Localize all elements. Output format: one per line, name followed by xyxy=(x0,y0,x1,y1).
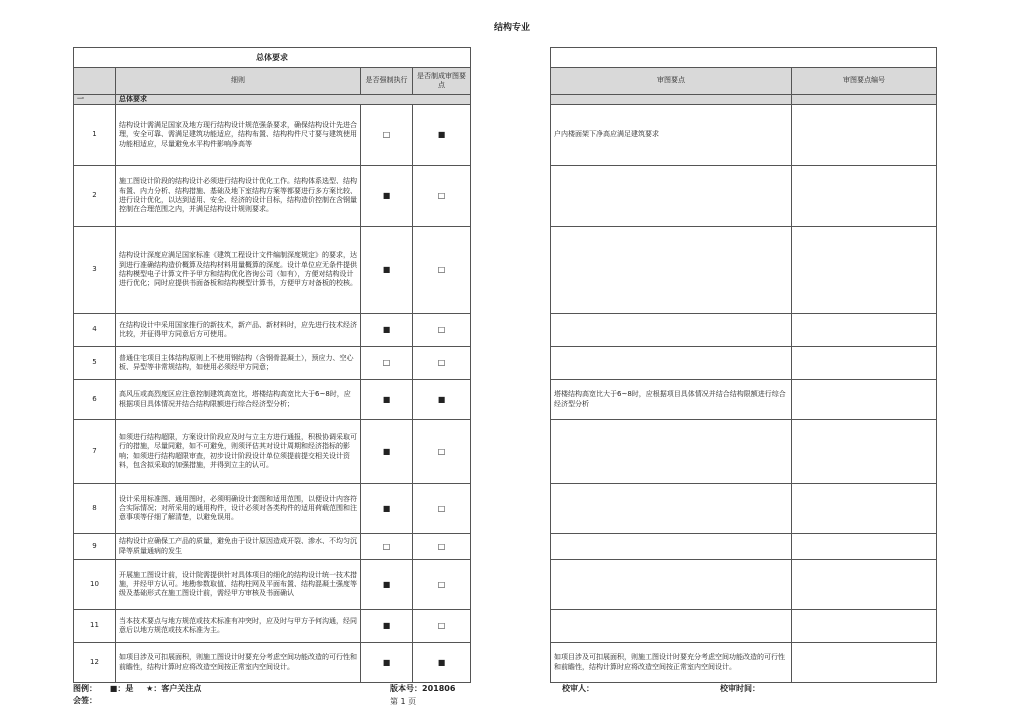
version-label: 版本号：201806 xyxy=(390,684,456,693)
table-row xyxy=(74,534,471,560)
review-point-code xyxy=(792,560,937,610)
review-point-code xyxy=(792,610,937,643)
row-number: 6 xyxy=(74,380,116,420)
row-detail: 结构设计应确保工产品的质量，避免由于设计原因造成开裂、渗水、不均匀沉降等质量通病的发生 xyxy=(116,534,361,560)
mandatory-mark: ■ xyxy=(361,166,413,227)
review-mark: □ xyxy=(413,560,471,610)
review-mark: ■ xyxy=(413,105,471,166)
table-row xyxy=(74,484,471,534)
right-band xyxy=(551,48,937,68)
review-point-code xyxy=(792,314,937,347)
table-row xyxy=(74,347,471,380)
review-mark: ■ xyxy=(413,643,471,683)
mandatory-mark: ■ xyxy=(361,227,413,314)
mandatory-mark: ■ xyxy=(361,420,413,484)
review-point-code xyxy=(792,105,937,166)
review-point-text xyxy=(551,420,792,484)
review-point-text xyxy=(551,227,792,314)
header-review-point: 是否制成审图要点 xyxy=(413,68,471,95)
mandatory-mark: ■ xyxy=(361,643,413,683)
row-number: 7 xyxy=(74,420,116,484)
mandatory-mark: ■ xyxy=(361,610,413,643)
header-index xyxy=(74,68,116,95)
review-point-code xyxy=(792,227,937,314)
row-number: 3 xyxy=(74,227,116,314)
review-mark: □ xyxy=(413,166,471,227)
table-row xyxy=(551,105,937,166)
review-point-text xyxy=(551,610,792,643)
row-number: 4 xyxy=(74,314,116,347)
section-title: 总体要求 xyxy=(116,95,471,105)
legend-yes: ■：是 xyxy=(109,684,134,693)
legend-label: 图例： xyxy=(73,684,97,693)
table-row xyxy=(74,314,471,347)
mandatory-mark: ■ xyxy=(361,314,413,347)
mandatory-mark: □ xyxy=(361,534,413,560)
legend xyxy=(73,683,211,694)
review-point-code xyxy=(792,484,937,534)
row-detail: 设计采用标准图、通用图时，必须明确设计套图和适用范围，以便设计内容符合实际情况；对所采用的通用构件，设计必须对各类构件的适用荷载范围和注意事项等仔细了解清楚，以避免误用。 xyxy=(116,484,361,534)
header-point: 审图要点 xyxy=(551,68,792,95)
review-point-text xyxy=(551,347,792,380)
table-row xyxy=(551,166,937,227)
review-mark: □ xyxy=(413,347,471,380)
row-detail: 结构设计深度应满足国家标准《建筑工程设计文件编制深度规定》的要求，达到进行准确结构造价概算及结构材料用量概算的深度。设计单位应无条件提供结构模型电子计算文件予甲方和结构优化咨询公司（如有），方便对结构设计进行优化；同时应提供书面备板和结构模型计算书，方便甲方对备板的校核。 xyxy=(116,227,361,314)
review-point-text xyxy=(551,534,792,560)
review-mark: □ xyxy=(413,314,471,347)
review-point-code xyxy=(792,347,937,380)
row-number: 8 xyxy=(74,484,116,534)
table-row xyxy=(551,534,937,560)
row-detail: 在结构设计中采用国家推行的新技术，新产品、新材料时，应先进行技术经济比较，并征得甲方同意后方可使用。 xyxy=(116,314,361,347)
table-row xyxy=(74,420,471,484)
table-row xyxy=(551,560,937,610)
review-mark: ■ xyxy=(413,380,471,420)
table-row xyxy=(74,610,471,643)
row-number: 5 xyxy=(74,347,116,380)
table-row xyxy=(74,105,471,166)
header-code: 审图要点编号 xyxy=(792,68,937,95)
reviewer-label: 校审人： xyxy=(562,684,594,693)
review-points-table xyxy=(550,47,937,683)
row-number: 11 xyxy=(74,610,116,643)
signoff-label: 会签： xyxy=(73,696,97,705)
page-title: 结构专业 xyxy=(493,23,530,33)
review-point-code xyxy=(792,420,937,484)
row-detail: 开展施工图设计前，设计院需提供针对具体项目的细化的结构设计统一技术措施，并经甲方认可。地勘参数取值、结构柱网及平面布置、结构混凝土强度等级及基础形式在施工图设计前，需经甲方审核及书面确认 xyxy=(116,560,361,610)
review-mark: □ xyxy=(413,227,471,314)
row-number: 9 xyxy=(74,534,116,560)
table-row xyxy=(551,420,937,484)
table-row xyxy=(74,560,471,610)
table-row xyxy=(551,227,937,314)
review-point-code xyxy=(792,166,937,227)
table-row xyxy=(74,643,471,683)
legend-star: ★：客户关注点 xyxy=(146,684,202,693)
review-mark: □ xyxy=(413,420,471,484)
review-point-code xyxy=(792,380,937,420)
table-row xyxy=(74,227,471,314)
review-mark: □ xyxy=(413,610,471,643)
review-point-text xyxy=(551,484,792,534)
table-row xyxy=(551,610,937,643)
review-point-code xyxy=(792,534,937,560)
row-number: 12 xyxy=(74,643,116,683)
right-section-blank xyxy=(551,95,792,105)
header-mandatory: 是否强制执行 xyxy=(361,68,413,95)
table-row xyxy=(551,347,937,380)
header-detail: 细则 xyxy=(116,68,361,95)
mandatory-mark: □ xyxy=(361,347,413,380)
table-row xyxy=(74,380,471,420)
review-time-label: 校审时间： xyxy=(720,684,760,693)
row-detail: 当本技术要点与地方规范或技术标准有冲突时，应及时与甲方予何沟通，经同意后以地方规范或技术标准为主。 xyxy=(116,610,361,643)
table-row xyxy=(551,643,937,683)
row-detail: 如项目涉及可扣展面积，则施工图设计时要充分考虑空间功能改造的可行性和前瞻性，结构计算时应将改造空间按正常室内空间设计。 xyxy=(116,643,361,683)
review-mark: □ xyxy=(413,484,471,534)
mandatory-mark: ■ xyxy=(361,560,413,610)
row-number: 2 xyxy=(74,166,116,227)
row-detail: 结构设计需满足国家及地方现行结构设计规范强条要求，确保结构设计先进合理，安全可靠、需满足建筑功能适应，结构布置、结构构件尺寸要与建筑使用功能相适应，尽量避免水平构件影响净高等 xyxy=(116,105,361,166)
review-point-text xyxy=(551,560,792,610)
page-number: 第 1 页 xyxy=(390,697,417,706)
review-point-text: 户内楼面架下净高应满足建筑要求 xyxy=(551,105,792,166)
requirements-table xyxy=(73,47,471,683)
row-detail: 高风压或高烈度区应注意控制建筑高宽比，塔楼结构高宽比大于6~8时，应根据项目具体情况并结合结构限额进行综合经济型分析； xyxy=(116,380,361,420)
row-number: 1 xyxy=(74,105,116,166)
row-detail: 普通住宅项目主体结构原则上不使用钢结构（含钢骨混凝土），预应力、空心板、异型等非常规结构，如使用必须经甲方同意； xyxy=(116,347,361,380)
table-row xyxy=(551,314,937,347)
review-point-text xyxy=(551,314,792,347)
section-index: 一 xyxy=(74,95,116,105)
table-row xyxy=(551,380,937,420)
right-section-blank xyxy=(792,95,937,105)
row-detail: 如须进行结构超限，方案设计阶段应及时与立主方进行通报，积极协调采取可行的措施，尽量同避，如不可避免，则须评估其对设计周期和经济指标的影响；如须进行结构超限审查，初步设计阶段设计单位须提前提交相关设计资料，包含拟采取的加强措施，并得到立主的认可。 xyxy=(116,420,361,484)
table-row xyxy=(551,484,937,534)
mandatory-mark: □ xyxy=(361,105,413,166)
band-title: 总体要求 xyxy=(74,48,471,68)
row-detail: 施工图设计阶段的结构设计必须进行结构设计优化工作。结构体系选型、结构布置、内力分析、结构措施、基础及地下室结构方案等都要进行多方案比较、进行设计优化，以达到适用、安全、经济的设计目标，结构造价控制在含钢量控制在合理范围之内，并满足结构设计规则要求。 xyxy=(116,166,361,227)
review-mark: □ xyxy=(413,534,471,560)
mandatory-mark: ■ xyxy=(361,380,413,420)
review-point-text: 如项目涉及可扣展面积，则施工图设计时要充分考虑空间功能改造的可行性和前瞻性，结构计算时应将改造空间按正常室内空间设计。 xyxy=(551,643,792,683)
mandatory-mark: ■ xyxy=(361,484,413,534)
review-point-text: 塔楼结构高宽比大于6~8时，应根据项目具体情况并结合结构限额进行综合经济型分析 xyxy=(551,380,792,420)
review-point-text xyxy=(551,166,792,227)
row-number: 10 xyxy=(74,560,116,610)
review-point-code xyxy=(792,643,937,683)
table-row xyxy=(74,166,471,227)
